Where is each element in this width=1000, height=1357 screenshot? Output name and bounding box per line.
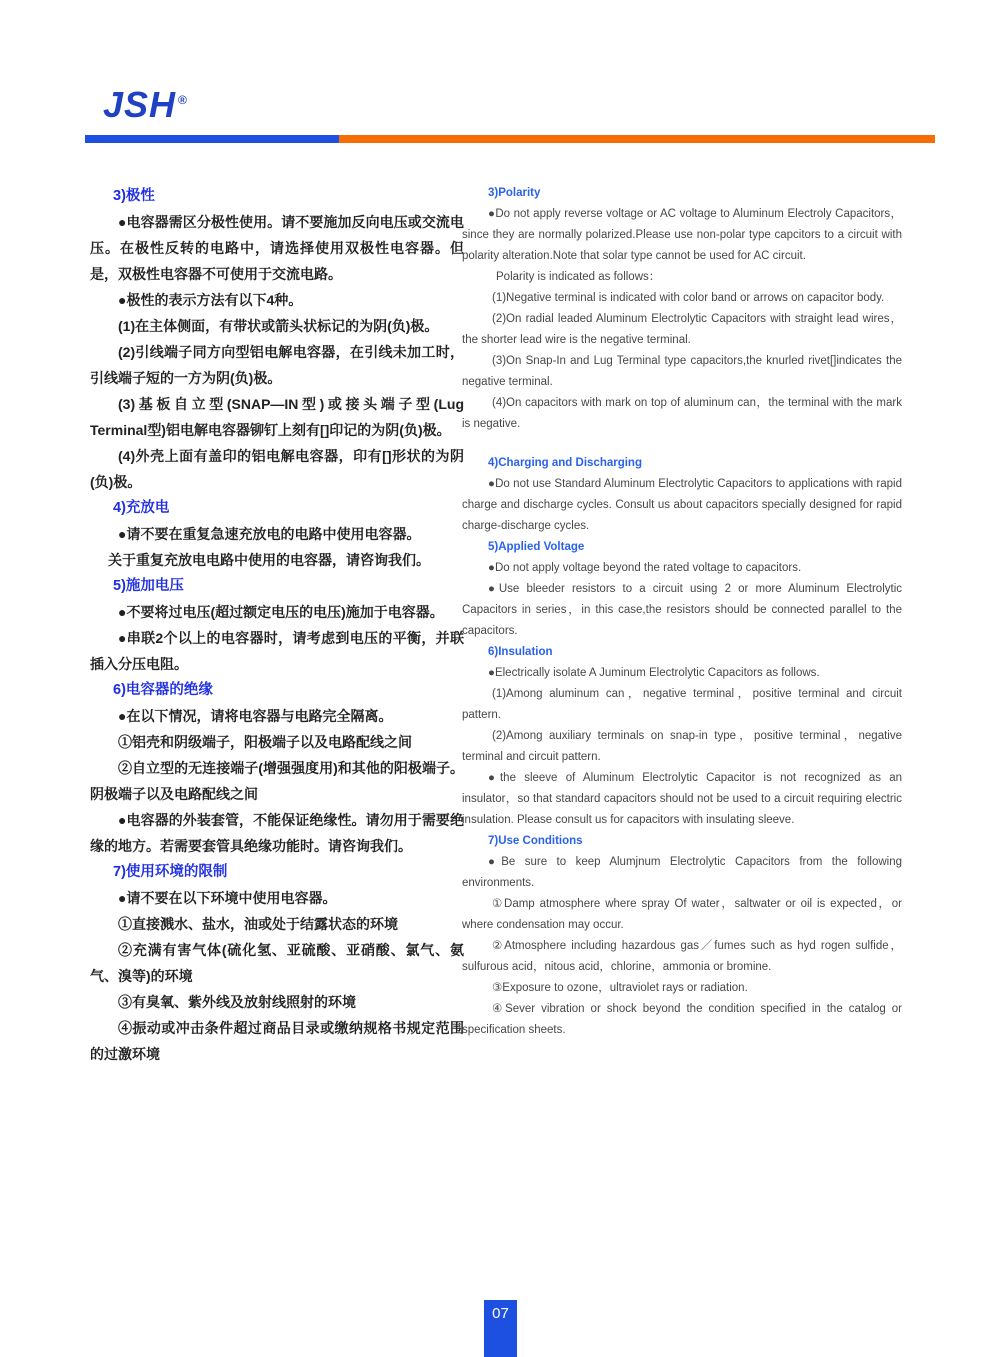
header-divider <box>85 135 935 143</box>
paragraph: ●串联2个以上的电容器时，请考虑到电压的平衡，并联插入分压电阻。 <box>90 630 464 672</box>
list-item: ①铝壳和阴级端子，阳极端子以及电路配线之间 <box>118 734 412 750</box>
list-item: ③Exposure to ozone，ultraviolet rays or radiation. <box>492 982 748 994</box>
paragraph: ●Use bleeder resistors to a circuit using 2 or more Aluminum Electrolytic Capacitors in series，in this case,the resistors should be connected parallel to the capacitors. <box>462 583 902 637</box>
section-heading-use-conditions-en: 7)Use Conditions <box>488 835 583 847</box>
list-item: ③有臭氧、紫外线及放射线照射的环境 <box>118 994 356 1010</box>
list-item: (3)On Snap-In and Lug Terminal type capacitors,the knurled rivet[]indicates the negative terminal. <box>462 355 902 388</box>
paragraph: ●Do not apply reverse voltage or AC voltage to Aluminum Electroly Capacitors，since they are normally polarized.Please use non-polar type capcitors to a circuit with polarity alteration.Note that solar type cannot be used for AC circuit. <box>462 208 902 262</box>
paragraph: ●Electrically isolate A Juminum Electrolytic Capacitors as follows. <box>488 667 820 679</box>
list-item: (1)Among aluminum can，negative terminal，positive terminal and circuit pattern. <box>462 688 902 721</box>
paragraph: ●电容器的外装套管，不能保证绝缘性。请勿用于需要绝缘的地方。若需要套管具绝缘功能时。请咨询我们。 <box>90 812 464 854</box>
list-item: ④振动或冲击条件超过商品目录或缴纳规格书规定范围的过激环境 <box>90 1020 464 1062</box>
list-item: ①直接溅水、盐水，油或处于结露状态的环境 <box>118 916 398 932</box>
paragraph: ●电容器需区分极性使用。请不要施加反向电压或交流电压。在极性反转的电路中，请选择使用双极性电容器。但是，双极性电容器不可使用于交流电路。 <box>90 214 464 282</box>
paragraph: ●极性的表示方法有以下4种。 <box>118 292 303 308</box>
list-item: (4)外壳上面有盖印的铝电解电容器，印有[]形状的为阴(负)极。 <box>90 448 464 490</box>
list-item: (1)Negative terminal is indicated with color band or arrows on capacitor body. <box>492 292 885 304</box>
jsh-logo <box>103 84 188 126</box>
page-number-badge: 07 <box>484 1300 517 1357</box>
section-heading-use-conditions-zh: 7)使用环境的限制 <box>113 864 228 880</box>
paragraph: ●Be sure to keep Alumjnum Electrolytic Capacitors from the following environments. <box>462 856 902 889</box>
paragraph: ●the sleeve of Aluminum Electrolytic Capacitor is not recognized as an insulator，so that standard capacitors should not be used to a circuit requiring electric insulation. Please consult us for capacitors with insulating sleeve. <box>462 772 902 826</box>
jsh-logo-text: JSH <box>103 84 177 125</box>
list-item: ②充满有害气体(硫化氢、亚硫酸、亚硝酸、氯气、氨气、溴等)的环境 <box>90 942 464 984</box>
list-item: (2)On radial leaded Aluminum Electrolytic Capacitors with straight lead wires，the shorter lead wire is the negative terminal. <box>462 313 902 346</box>
paragraph: ●不要将过电压(超过额定电压的电压)施加于电容器。 <box>118 604 444 620</box>
section-heading-applied-voltage-en: 5)Applied Voltage <box>488 541 585 553</box>
list-item: ④Sever vibration or shock beyond the condition specified in the catalog or specification sheets. <box>462 1003 902 1036</box>
paragraph: ●请不要在重复急速充放电的电路中使用电容器。 <box>118 526 421 542</box>
list-item: ②Atmosphere including hazardous gas／fumes such as hyd rogen sulfide，sulfurous acid，nitous acid，chlorine，ammonia or bromine. <box>462 940 902 973</box>
list-item: (3)基板自立型(SNAP—IN型)或接头端子型(Lug Terminal型)铝电解电容器铆钉上刻有[]印记的为阴(负)极。 <box>90 396 464 438</box>
english-column <box>462 183 902 1041</box>
paragraph: Polarity is indicated as follows： <box>496 271 661 283</box>
section-heading-charging-zh: 4)充放电 <box>113 500 170 516</box>
list-item: (2)Among auxiliary terminals on snap-in type，positive terminal，negative terminal and circuit pattern. <box>462 730 902 763</box>
list-item: (4)On capacitors with mark on top of aluminum can，the terminal with the mark is negative. <box>462 397 902 430</box>
section-heading-insulation-en: 6)Insulation <box>488 646 553 658</box>
list-item: ②自立型的无连接端子(增强强度用)和其他的阳极端子。阴极端子以及电路配线之间 <box>90 760 464 802</box>
paragraph: 关于重复充放电电路中使用的电容器，请咨询我们。 <box>108 552 430 568</box>
section-heading-polarity-zh: 3)极性 <box>113 188 155 204</box>
paragraph: ●Do not apply voltage beyond the rated voltage to capacitors. <box>488 562 802 574</box>
header-divider-orange-segment <box>339 135 935 143</box>
section-heading-applied-voltage-zh: 5)施加电压 <box>113 578 184 594</box>
paragraph: ●在以下情况，请将电容器与电路完全隔离。 <box>118 708 393 724</box>
paragraph: ●Do not use Standard Aluminum Electrolytic Capacitors to applications with rapid charge and discharge cycles. Consult us about capacitors specially designed for rapid charge-discharge cycles. <box>462 478 902 532</box>
registered-trademark-icon: ® <box>178 93 188 107</box>
section-heading-charging-en: 4)Charging and Discharging <box>488 457 642 469</box>
list-item: ①Damp atmosphere where spray Of water，saltwater or oil is expected，or where condensation may occur. <box>462 898 902 931</box>
paragraph: ●请不要在以下环境中使用电容器。 <box>118 890 337 906</box>
section-heading-insulation-zh: 6)电容器的绝缘 <box>113 682 213 698</box>
list-item: (2)引线端子同方向型铝电解电容器，在引线未加工时，引线端子短的一方为阴(负)极。 <box>90 344 464 386</box>
section-heading-polarity-en: 3)Polarity <box>488 187 541 199</box>
list-item: (1)在主体侧面，有带状或箭头状标记的为阴(负)极。 <box>118 318 439 334</box>
header-divider-blue-segment <box>85 135 339 143</box>
chinese-column <box>90 183 464 1067</box>
